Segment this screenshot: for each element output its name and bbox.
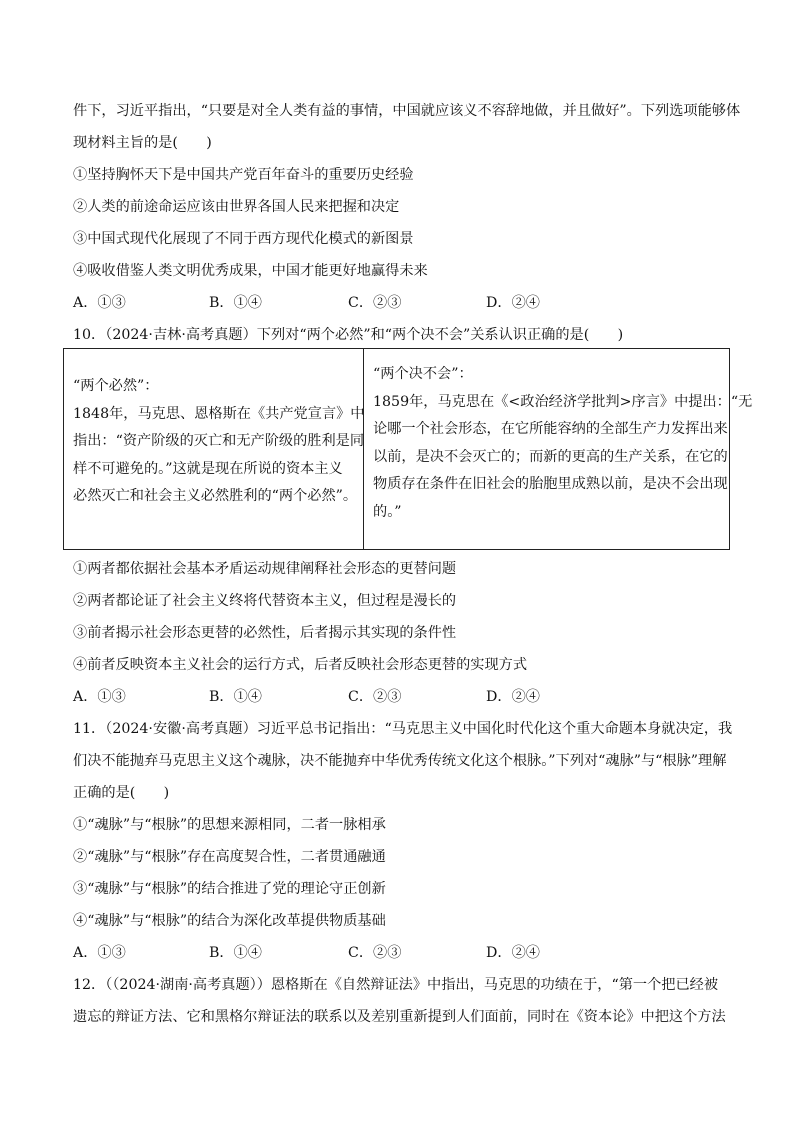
q9-option-b[interactable]: B．①④ <box>209 295 262 311</box>
left-cell-line-1: 1848年，马克思、恩格斯在《共产党宣言》中 <box>73 405 365 422</box>
q11-statement-2: ②“魂脉”与“根脉”存在高度契合性，二者贯通融通 <box>73 849 386 865</box>
right-cell-line-3: 以前，是决不会灭亡的；而新的更高的生产关系，在它的 <box>373 448 728 465</box>
q11-option-d[interactable]: D．②④ <box>486 945 540 961</box>
right-cell-line-4: 物质存在条件在旧社会的胎胞里成熟以前，是决不会出现 <box>373 476 728 492</box>
q10-statement-3: ③前者揭示社会形态更替的必然性，后者揭示其实现的条件性 <box>73 625 457 641</box>
q11-option-b[interactable]: B．①④ <box>209 945 262 961</box>
q10-statement-1: ①两者都依据社会基本矛盾运动规律阐释社会形态的更替问题 <box>73 561 457 577</box>
q9-statement-4: ④吸收借鉴人类文明优秀成果，中国才能更好地赢得未来 <box>73 263 428 279</box>
q11-option-a[interactable]: A．①③ <box>73 945 126 961</box>
q10-statement-4: ④前者反映资本主义社会的运行方式，后者反映社会形态更替的实现方式 <box>73 657 528 673</box>
q12-stem-line-2: 遗忘的辩证方法、它和黑格尔辩证法的联系以及差别重新提到人们面前，同时在《资本论》中把这个方法 <box>73 1009 726 1025</box>
q9-option-d[interactable]: D．②④ <box>486 295 540 311</box>
right-cell-line-5: 的。” <box>373 503 402 520</box>
left-cell-title: “两个必然”： <box>73 378 159 394</box>
q10-option-c[interactable]: C．②③ <box>348 689 402 705</box>
q10-option-b[interactable]: B．①④ <box>209 689 262 705</box>
right-cell-line-1: 1859年，马克思在《<政治经济学批判>序言》中提出：“无 <box>373 393 753 410</box>
q11-stem-line-1: 11．（2024·安徽·高考真题）习近平总书记指出：“马克思主义中国化时代化这个重大命题本身就决定，我 <box>73 721 733 737</box>
q9-statement-1: ①坚持胸怀天下是中国共产党百年奋斗的重要历史经验 <box>73 167 414 183</box>
q9-statement-3: ③中国式现代化展现了不同于西方现代化模式的新图景 <box>73 231 414 247</box>
q10-option-a[interactable]: A．①③ <box>73 689 126 705</box>
q12-stem-line-1: 12．（（2024·湖南·高考真题））恩格斯在《自然辩证法》中指出，马克思的功绩在于，“第一个把已经被 <box>73 977 719 993</box>
left-cell-line-3: 样不可避免的。”这就是现在所说的资本主义 <box>73 460 343 477</box>
q9-option-a[interactable]: A．①③ <box>73 295 126 311</box>
left-cell-line-4: 必然灭亡和社会主义必然胜利的“两个必然”。 <box>73 488 358 504</box>
q10-stem: 10．（2024·吉林·高考真题）下列对“两个必然”和“两个决不会”关系认识正确的是( ) <box>73 327 624 343</box>
q11-statement-4: ④“魂脉”与“根脉”的结合为深化改革提供物质基础 <box>73 913 386 929</box>
right-cell-title: “两个决不会”： <box>373 366 473 382</box>
left-cell-line-2: 指出：“资产阶级的灭亡和无产阶级的胜利是同 <box>73 433 365 449</box>
q11-option-c[interactable]: C．②③ <box>348 945 402 961</box>
q9-statement-2: ②人类的前途命运应该由世界各国人民来把握和决定 <box>73 199 400 215</box>
q11-stem-line-2: 们决不能抛弃马克思主义这个魂脉，决不能抛弃中华优秀传统文化这个根脉。”下列对“魂脉”与“根脉”理解 <box>73 753 727 769</box>
q11-stem-line-3: 正确的是( ) <box>73 785 170 801</box>
table-cell-two-never <box>364 349 753 550</box>
q10-option-d[interactable]: D．②④ <box>486 689 540 705</box>
q9-stem-line-1: 件下，习近平指出，“只要是对全人类有益的事情，中国就应该义不容辞地做，并且做好”。下列选项能够体 <box>73 103 741 119</box>
q10-statement-2: ②两者都论证了社会主义终将代替资本主义，但过程是漫长的 <box>73 593 457 609</box>
q9-option-c[interactable]: C．②③ <box>348 295 402 311</box>
q11-statement-3: ③“魂脉”与“根脉”的结合推进了党的理论守正创新 <box>73 881 386 897</box>
q9-stem-line-2: 现材料主旨的是( ) <box>73 135 212 151</box>
right-cell-line-2: 论哪一个社会形态，在它所能容纳的全部生产力发挥出来 <box>373 421 728 437</box>
q11-statement-1: ①“魂脉”与“根脉”的思想来源相同，二者一脉相承 <box>73 817 386 833</box>
table-cell-two-inevitables <box>64 349 364 550</box>
q10-material-table <box>63 348 753 550</box>
